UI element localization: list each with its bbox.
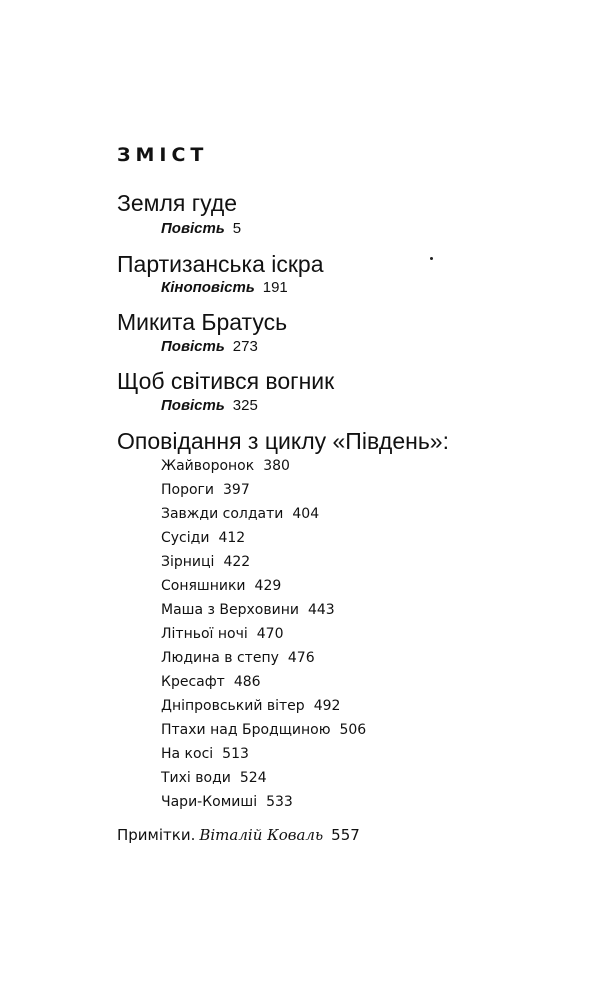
story-page-number: 486: [233, 674, 261, 690]
story-entry: [161, 554, 250, 570]
story-page-number: 443: [307, 602, 335, 618]
notes-label: Примітки.: [117, 826, 196, 844]
work-subline: [161, 220, 241, 237]
story-title: На косі: [161, 746, 214, 762]
work-page-number: 273: [232, 338, 258, 355]
ink-speck: [430, 257, 433, 260]
story-title: Жайворонок: [161, 458, 255, 474]
story-title: Людина в степу: [161, 650, 279, 666]
work-title: Земля гуде: [117, 190, 238, 216]
story-title: Зірниці: [161, 554, 215, 570]
story-page-number: 470: [256, 626, 284, 642]
work-genre: Кіноповість: [161, 279, 255, 296]
story-page-number: 429: [254, 578, 282, 594]
work-subline: [161, 397, 258, 414]
story-page-number: 506: [339, 722, 367, 738]
notes-page-number: 557: [331, 826, 360, 844]
story-entry: [161, 506, 319, 522]
story-title: Кресафт: [161, 674, 225, 690]
work-page-number: 325: [232, 397, 258, 414]
notes-author: Віталій Коваль: [199, 826, 324, 844]
story-title: Птахи над Бродщиною: [161, 722, 331, 738]
story-page-number: 524: [239, 770, 267, 786]
story-entry: [161, 458, 290, 474]
story-entry: [161, 674, 261, 690]
story-title: Сусіди: [161, 530, 210, 546]
story-entry: [161, 746, 249, 762]
story-title: Маша з Верховини: [161, 602, 299, 618]
story-page-number: 380: [263, 458, 290, 474]
story-page-number: 422: [223, 554, 251, 570]
story-title: Пороги: [161, 482, 214, 498]
story-page-number: 492: [313, 698, 341, 714]
story-title: Завжди солдати: [161, 506, 284, 522]
story-entry: [161, 482, 250, 498]
work-title: Партизанська іскра: [117, 251, 324, 277]
work-page-number: 5: [232, 220, 242, 237]
notes-entry: [117, 826, 360, 844]
work-page-number: 191: [262, 279, 288, 296]
work-genre: Повість: [161, 338, 225, 355]
story-page-number: 513: [222, 746, 249, 762]
story-entry: [161, 530, 245, 546]
work-title: Щоб світився вогник: [117, 368, 335, 394]
story-page-number: 397: [223, 482, 250, 498]
story-title: Соняшники: [161, 578, 246, 594]
story-entry: [161, 626, 284, 642]
story-entry: [161, 578, 281, 594]
work-genre: Повість: [161, 220, 225, 237]
story-entry: [161, 794, 293, 810]
work-genre: Повість: [161, 397, 225, 414]
story-entry: [161, 722, 366, 738]
work-subline: [161, 338, 258, 355]
work-subline: [161, 279, 288, 296]
story-title: Чари-Комиші: [161, 794, 258, 810]
stories-cycle-title: Оповідання з циклу «Південь»:: [117, 428, 449, 454]
story-title: Тихі води: [161, 770, 231, 786]
story-entry: [161, 770, 267, 786]
story-title: Дніпровський вітер: [161, 698, 305, 714]
page-title: ЗМІСТ: [117, 144, 209, 166]
story-page-number: 476: [287, 650, 315, 666]
story-entry: [161, 698, 340, 714]
work-title: Микита Братусь: [117, 309, 288, 335]
story-page-number: 404: [292, 506, 320, 522]
story-entry: [161, 650, 315, 666]
story-entry: [161, 602, 335, 618]
story-page-number: 412: [218, 530, 246, 546]
story-title: Літньої ночі: [161, 626, 248, 642]
story-page-number: 533: [266, 794, 293, 810]
